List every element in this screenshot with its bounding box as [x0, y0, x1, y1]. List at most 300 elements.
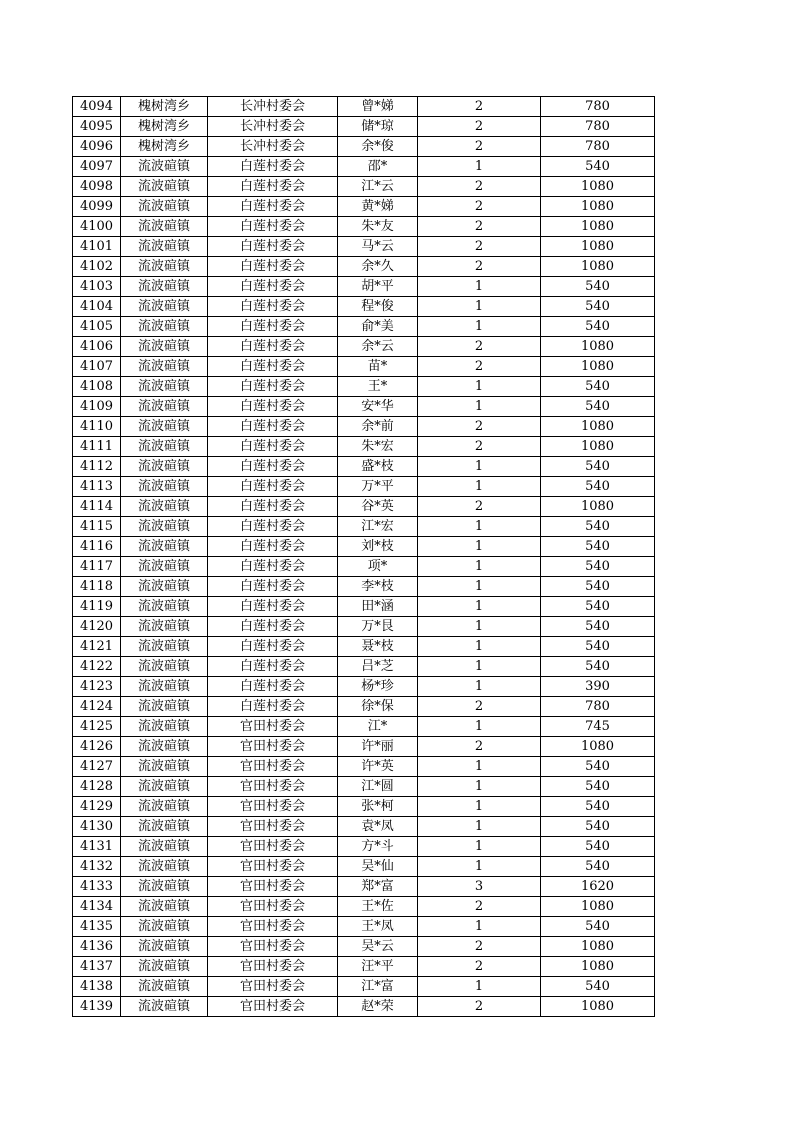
row-number-cell: 4094	[73, 97, 121, 117]
village-committee-cell: 白莲村委会	[208, 497, 338, 517]
town-cell: 流波碹镇	[121, 877, 208, 897]
table-row	[73, 877, 655, 897]
row-number-cell: 4130	[73, 817, 121, 837]
name-cell: 赵*荣	[338, 997, 418, 1017]
household-count-cell: 3	[418, 877, 541, 897]
table-row	[73, 557, 655, 577]
town-cell: 流波碹镇	[121, 797, 208, 817]
town-cell: 流波碹镇	[121, 937, 208, 957]
row-number-cell: 4122	[73, 657, 121, 677]
village-committee-cell: 白莲村委会	[208, 457, 338, 477]
amount-cell: 540	[541, 637, 655, 657]
town-cell: 流波碹镇	[121, 697, 208, 717]
household-count-cell: 1	[418, 817, 541, 837]
amount-cell: 745	[541, 717, 655, 737]
table-row	[73, 957, 655, 977]
town-cell: 槐树湾乡	[121, 97, 208, 117]
household-count-cell: 2	[418, 97, 541, 117]
village-committee-cell: 白莲村委会	[208, 577, 338, 597]
amount-cell: 540	[541, 157, 655, 177]
name-cell: 黄*娣	[338, 197, 418, 217]
table-row	[73, 997, 655, 1017]
household-count-cell: 2	[418, 417, 541, 437]
amount-cell: 540	[541, 537, 655, 557]
row-number-cell: 4123	[73, 677, 121, 697]
town-cell: 流波碹镇	[121, 777, 208, 797]
amount-cell: 540	[541, 397, 655, 417]
town-cell: 流波碹镇	[121, 197, 208, 217]
amount-cell: 540	[541, 377, 655, 397]
table-row	[73, 397, 655, 417]
village-committee-cell: 白莲村委会	[208, 197, 338, 217]
town-cell: 流波碹镇	[121, 657, 208, 677]
name-cell: 储*琼	[338, 117, 418, 137]
village-committee-cell: 白莲村委会	[208, 517, 338, 537]
amount-cell: 1620	[541, 877, 655, 897]
town-cell: 槐树湾乡	[121, 137, 208, 157]
name-cell: 王*佐	[338, 897, 418, 917]
village-committee-cell: 长冲村委会	[208, 117, 338, 137]
village-committee-cell: 白莲村委会	[208, 557, 338, 577]
household-count-cell: 2	[418, 437, 541, 457]
name-cell: 徐*保	[338, 697, 418, 717]
amount-cell: 540	[541, 317, 655, 337]
household-count-cell: 2	[418, 897, 541, 917]
town-cell: 流波碹镇	[121, 557, 208, 577]
name-cell: 刘*枝	[338, 537, 418, 557]
row-number-cell: 4137	[73, 957, 121, 977]
name-cell: 王*	[338, 377, 418, 397]
town-cell: 流波碹镇	[121, 217, 208, 237]
name-cell: 田*涵	[338, 597, 418, 617]
amount-cell: 540	[541, 457, 655, 477]
amount-cell: 1080	[541, 237, 655, 257]
table-body	[73, 97, 655, 1017]
village-committee-cell: 白莲村委会	[208, 257, 338, 277]
row-number-cell: 4110	[73, 417, 121, 437]
village-committee-cell: 白莲村委会	[208, 277, 338, 297]
household-count-cell: 2	[418, 697, 541, 717]
household-count-cell: 1	[418, 977, 541, 997]
table-row	[73, 477, 655, 497]
name-cell: 江*云	[338, 177, 418, 197]
row-number-cell: 4129	[73, 797, 121, 817]
village-committee-cell: 官田村委会	[208, 717, 338, 737]
table-row	[73, 497, 655, 517]
town-cell: 流波碹镇	[121, 617, 208, 637]
town-cell: 流波碹镇	[121, 477, 208, 497]
village-committee-cell: 官田村委会	[208, 977, 338, 997]
village-committee-cell: 官田村委会	[208, 777, 338, 797]
row-number-cell: 4118	[73, 577, 121, 597]
name-cell: 杨*珍	[338, 677, 418, 697]
name-cell: 余*久	[338, 257, 418, 277]
name-cell: 项*	[338, 557, 418, 577]
amount-cell: 540	[541, 977, 655, 997]
town-cell: 流波碹镇	[121, 357, 208, 377]
amount-cell: 1080	[541, 337, 655, 357]
village-committee-cell: 白莲村委会	[208, 317, 338, 337]
town-cell: 流波碹镇	[121, 277, 208, 297]
town-cell: 槐树湾乡	[121, 117, 208, 137]
row-number-cell: 4112	[73, 457, 121, 477]
village-committee-cell: 官田村委会	[208, 737, 338, 757]
table-row	[73, 757, 655, 777]
row-number-cell: 4111	[73, 437, 121, 457]
name-cell: 程*俊	[338, 297, 418, 317]
household-count-cell: 1	[418, 917, 541, 937]
name-cell: 曾*娣	[338, 97, 418, 117]
table-row	[73, 657, 655, 677]
row-number-cell: 4095	[73, 117, 121, 137]
village-committee-cell: 白莲村委会	[208, 477, 338, 497]
row-number-cell: 4096	[73, 137, 121, 157]
village-committee-cell: 白莲村委会	[208, 357, 338, 377]
amount-cell: 1080	[541, 997, 655, 1017]
amount-cell: 540	[541, 797, 655, 817]
village-committee-cell: 白莲村委会	[208, 397, 338, 417]
row-number-cell: 4139	[73, 997, 121, 1017]
town-cell: 流波碹镇	[121, 997, 208, 1017]
amount-cell: 1080	[541, 357, 655, 377]
town-cell: 流波碹镇	[121, 917, 208, 937]
amount-cell: 540	[541, 837, 655, 857]
table-row	[73, 217, 655, 237]
amount-cell: 540	[541, 297, 655, 317]
village-committee-cell: 官田村委会	[208, 877, 338, 897]
amount-cell: 540	[541, 617, 655, 637]
name-cell: 吴*云	[338, 937, 418, 957]
name-cell: 聂*枝	[338, 637, 418, 657]
household-count-cell: 2	[418, 337, 541, 357]
village-committee-cell: 白莲村委会	[208, 617, 338, 637]
table-row	[73, 897, 655, 917]
town-cell: 流波碹镇	[121, 157, 208, 177]
village-committee-cell: 白莲村委会	[208, 637, 338, 657]
town-cell: 流波碹镇	[121, 897, 208, 917]
village-committee-cell: 白莲村委会	[208, 677, 338, 697]
name-cell: 苗*	[338, 357, 418, 377]
town-cell: 流波碹镇	[121, 857, 208, 877]
row-number-cell: 4097	[73, 157, 121, 177]
row-number-cell: 4136	[73, 937, 121, 957]
amount-cell: 1080	[541, 197, 655, 217]
village-committee-cell: 白莲村委会	[208, 657, 338, 677]
table-row	[73, 677, 655, 697]
amount-cell: 540	[541, 557, 655, 577]
table-row	[73, 577, 655, 597]
household-count-cell: 1	[418, 577, 541, 597]
household-count-cell: 1	[418, 537, 541, 557]
table-row	[73, 517, 655, 537]
name-cell: 许*丽	[338, 737, 418, 757]
amount-cell: 540	[541, 277, 655, 297]
town-cell: 流波碹镇	[121, 297, 208, 317]
table-row	[73, 137, 655, 157]
village-committee-cell: 官田村委会	[208, 997, 338, 1017]
row-number-cell: 4138	[73, 977, 121, 997]
town-cell: 流波碹镇	[121, 177, 208, 197]
village-committee-cell: 白莲村委会	[208, 417, 338, 437]
town-cell: 流波碹镇	[121, 457, 208, 477]
name-cell: 张*柯	[338, 797, 418, 817]
household-count-cell: 1	[418, 677, 541, 697]
household-count-cell: 1	[418, 617, 541, 637]
name-cell: 江*圆	[338, 777, 418, 797]
amount-cell: 1080	[541, 957, 655, 977]
household-count-cell: 2	[418, 497, 541, 517]
amount-cell: 1080	[541, 257, 655, 277]
household-count-cell: 1	[418, 597, 541, 617]
village-committee-cell: 白莲村委会	[208, 377, 338, 397]
amount-cell: 540	[541, 857, 655, 877]
row-number-cell: 4125	[73, 717, 121, 737]
table-row	[73, 277, 655, 297]
table-row	[73, 857, 655, 877]
town-cell: 流波碹镇	[121, 957, 208, 977]
town-cell: 流波碹镇	[121, 577, 208, 597]
row-number-cell: 4119	[73, 597, 121, 617]
town-cell: 流波碹镇	[121, 397, 208, 417]
town-cell: 流波碹镇	[121, 257, 208, 277]
household-count-cell: 1	[418, 797, 541, 817]
name-cell: 胡*平	[338, 277, 418, 297]
household-count-cell: 2	[418, 937, 541, 957]
table-row	[73, 817, 655, 837]
row-number-cell: 4134	[73, 897, 121, 917]
household-count-cell: 2	[418, 957, 541, 977]
amount-cell: 540	[541, 757, 655, 777]
household-count-cell: 2	[418, 357, 541, 377]
table-row	[73, 717, 655, 737]
row-number-cell: 4106	[73, 337, 121, 357]
village-committee-cell: 官田村委会	[208, 957, 338, 977]
household-count-cell: 1	[418, 157, 541, 177]
table-row	[73, 437, 655, 457]
household-count-cell: 1	[418, 637, 541, 657]
village-committee-cell: 白莲村委会	[208, 597, 338, 617]
row-number-cell: 4100	[73, 217, 121, 237]
table-row	[73, 937, 655, 957]
town-cell: 流波碹镇	[121, 537, 208, 557]
amount-cell: 1080	[541, 497, 655, 517]
town-cell: 流波碹镇	[121, 417, 208, 437]
name-cell: 朱*宏	[338, 437, 418, 457]
household-count-cell: 1	[418, 517, 541, 537]
name-cell: 李*枝	[338, 577, 418, 597]
village-committee-cell: 官田村委会	[208, 917, 338, 937]
name-cell: 谷*英	[338, 497, 418, 517]
village-committee-cell: 白莲村委会	[208, 237, 338, 257]
table-row	[73, 157, 655, 177]
amount-cell: 540	[541, 777, 655, 797]
name-cell: 盛*枝	[338, 457, 418, 477]
row-number-cell: 4103	[73, 277, 121, 297]
town-cell: 流波碹镇	[121, 337, 208, 357]
household-count-cell: 1	[418, 857, 541, 877]
amount-cell: 780	[541, 137, 655, 157]
table-row	[73, 177, 655, 197]
amount-cell: 780	[541, 697, 655, 717]
table-row	[73, 297, 655, 317]
amount-cell: 540	[541, 817, 655, 837]
town-cell: 流波碹镇	[121, 597, 208, 617]
village-committee-cell: 白莲村委会	[208, 297, 338, 317]
household-count-cell: 1	[418, 557, 541, 577]
row-number-cell: 4132	[73, 857, 121, 877]
name-cell: 吴*仙	[338, 857, 418, 877]
household-count-cell: 1	[418, 397, 541, 417]
row-number-cell: 4105	[73, 317, 121, 337]
name-cell: 邵*	[338, 157, 418, 177]
row-number-cell: 4121	[73, 637, 121, 657]
table-row	[73, 237, 655, 257]
name-cell: 万*艮	[338, 617, 418, 637]
household-count-cell: 1	[418, 837, 541, 857]
town-cell: 流波碹镇	[121, 977, 208, 997]
amount-cell: 1080	[541, 177, 655, 197]
row-number-cell: 4115	[73, 517, 121, 537]
name-cell: 袁*凤	[338, 817, 418, 837]
table-row	[73, 97, 655, 117]
table-row	[73, 317, 655, 337]
row-number-cell: 4133	[73, 877, 121, 897]
row-number-cell: 4104	[73, 297, 121, 317]
household-count-cell: 1	[418, 777, 541, 797]
name-cell: 郑*富	[338, 877, 418, 897]
name-cell: 方*斗	[338, 837, 418, 857]
table-row	[73, 377, 655, 397]
row-number-cell: 4117	[73, 557, 121, 577]
town-cell: 流波碹镇	[121, 637, 208, 657]
row-number-cell: 4120	[73, 617, 121, 637]
table-row	[73, 337, 655, 357]
village-committee-cell: 白莲村委会	[208, 437, 338, 457]
table-row	[73, 597, 655, 617]
amount-cell: 540	[541, 577, 655, 597]
village-committee-cell: 官田村委会	[208, 897, 338, 917]
table-row	[73, 917, 655, 937]
name-cell: 朱*友	[338, 217, 418, 237]
name-cell: 俞*美	[338, 317, 418, 337]
row-number-cell: 4102	[73, 257, 121, 277]
village-committee-cell: 白莲村委会	[208, 337, 338, 357]
village-committee-cell: 白莲村委会	[208, 537, 338, 557]
table-row	[73, 197, 655, 217]
amount-cell: 1080	[541, 217, 655, 237]
village-committee-cell: 官田村委会	[208, 837, 338, 857]
name-cell: 江*富	[338, 977, 418, 997]
data-table	[72, 96, 655, 1017]
household-count-cell: 1	[418, 297, 541, 317]
household-count-cell: 2	[418, 197, 541, 217]
row-number-cell: 4101	[73, 237, 121, 257]
village-committee-cell: 白莲村委会	[208, 157, 338, 177]
row-number-cell: 4128	[73, 777, 121, 797]
amount-cell: 1080	[541, 417, 655, 437]
household-count-cell: 2	[418, 997, 541, 1017]
row-number-cell: 4114	[73, 497, 121, 517]
town-cell: 流波碹镇	[121, 317, 208, 337]
table-row	[73, 697, 655, 717]
household-count-cell: 2	[418, 137, 541, 157]
table-row	[73, 837, 655, 857]
table-row	[73, 637, 655, 657]
row-number-cell: 4107	[73, 357, 121, 377]
household-count-cell: 1	[418, 657, 541, 677]
amount-cell: 540	[541, 597, 655, 617]
amount-cell: 780	[541, 117, 655, 137]
amount-cell: 780	[541, 97, 655, 117]
amount-cell: 540	[541, 657, 655, 677]
row-number-cell: 4135	[73, 917, 121, 937]
household-count-cell: 1	[418, 477, 541, 497]
table-row	[73, 357, 655, 377]
village-committee-cell: 长冲村委会	[208, 97, 338, 117]
name-cell: 余*前	[338, 417, 418, 437]
table-row	[73, 257, 655, 277]
table-row	[73, 797, 655, 817]
amount-cell: 540	[541, 517, 655, 537]
amount-cell: 540	[541, 477, 655, 497]
name-cell: 汪*平	[338, 957, 418, 977]
amount-cell: 1080	[541, 737, 655, 757]
table-row	[73, 737, 655, 757]
household-count-cell: 1	[418, 757, 541, 777]
table-row	[73, 537, 655, 557]
name-cell: 江*	[338, 717, 418, 737]
name-cell: 马*云	[338, 237, 418, 257]
household-count-cell: 1	[418, 717, 541, 737]
household-count-cell: 2	[418, 217, 541, 237]
village-committee-cell: 长冲村委会	[208, 137, 338, 157]
village-committee-cell: 白莲村委会	[208, 697, 338, 717]
town-cell: 流波碹镇	[121, 437, 208, 457]
table-row	[73, 617, 655, 637]
amount-cell: 540	[541, 917, 655, 937]
town-cell: 流波碹镇	[121, 757, 208, 777]
table-row	[73, 977, 655, 997]
amount-cell: 1080	[541, 937, 655, 957]
town-cell: 流波碹镇	[121, 837, 208, 857]
town-cell: 流波碹镇	[121, 517, 208, 537]
village-committee-cell: 白莲村委会	[208, 177, 338, 197]
household-count-cell: 2	[418, 257, 541, 277]
table-row	[73, 117, 655, 137]
village-committee-cell: 官田村委会	[208, 797, 338, 817]
table-row	[73, 417, 655, 437]
table-row	[73, 777, 655, 797]
table-row	[73, 457, 655, 477]
amount-cell: 1080	[541, 897, 655, 917]
row-number-cell: 4124	[73, 697, 121, 717]
household-count-cell: 1	[418, 317, 541, 337]
name-cell: 王*凤	[338, 917, 418, 937]
row-number-cell: 4099	[73, 197, 121, 217]
village-committee-cell: 官田村委会	[208, 937, 338, 957]
town-cell: 流波碹镇	[121, 497, 208, 517]
name-cell: 余*俊	[338, 137, 418, 157]
name-cell: 许*英	[338, 757, 418, 777]
name-cell: 万*平	[338, 477, 418, 497]
row-number-cell: 4098	[73, 177, 121, 197]
household-count-cell: 1	[418, 377, 541, 397]
name-cell: 江*宏	[338, 517, 418, 537]
row-number-cell: 4116	[73, 537, 121, 557]
town-cell: 流波碹镇	[121, 237, 208, 257]
amount-cell: 1080	[541, 437, 655, 457]
village-committee-cell: 白莲村委会	[208, 217, 338, 237]
